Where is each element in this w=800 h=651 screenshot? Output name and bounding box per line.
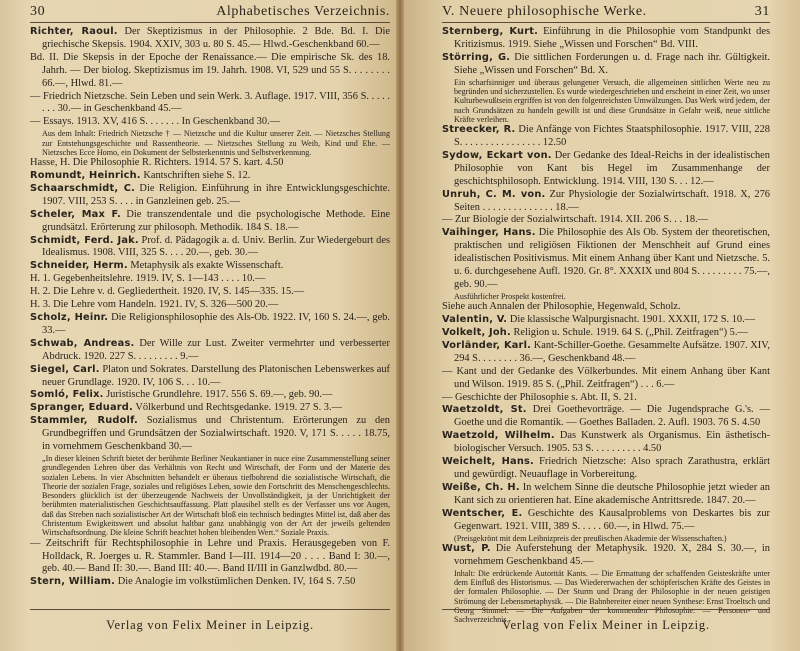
- entry-text: Sozialismus und Christentum. Erörterungen zu den Grundbegriffen und Grundsätzen der Sozialwirtschaft. 1920. V, 171 S. . . . . 18.75, in vornehmem Geschenkband 30.—: [42, 415, 390, 453]
- entry-text: H. 3. Die Lehre vom Handeln. 1921. IV, S. 326—500 20.—: [30, 299, 279, 311]
- entry-author: Vorländer, Karl.: [442, 339, 532, 351]
- entry-note: [442, 292, 770, 301]
- entry-author: Weiße, Ch. H.: [442, 481, 520, 493]
- entry-text: Platon und Sokrates. Darstellung des Platonischen Lebenswerkes auf neuer Grundlage. 1920. IV, 106 S. . . 10.—: [42, 363, 390, 388]
- entry-author: Siegel, Carl.: [30, 363, 100, 375]
- entry-text: Ein scharfsinniger und überaus gelungener Versuch, die allgemeinen sittlichen Werte neu zu begründen und sicherzustellen. Es wurde wiedergeschrieben und erscheint in einer Zeit, wo unser Kulturbewußtsein ergriffen ist von den folgenreichsten Umwälzungen. Das Werk wird jedem, der nach Grundsätzen zu handeln gewillt ist und diese Grundsätze in Gefahr weiß, neue sittliche Kräfte verleihen.: [454, 77, 770, 124]
- entry-text: Ausführlicher Prospekt kostenfrei.: [454, 291, 566, 301]
- bibliography-entry: [442, 430, 770, 456]
- entry-text: Die transzendentale und die psychologische Methode. Eine grundsätzl. Erörterung zur philosoph. Methodik. 184 S. 18.—: [42, 208, 390, 233]
- bibliography-entry: [30, 116, 390, 129]
- bibliography-entry: [30, 91, 390, 117]
- entry-author: Wentscher, E.: [442, 507, 523, 519]
- left-page-number: 30: [30, 4, 46, 19]
- entry-note: [30, 129, 390, 157]
- bibliography-entry: [30, 273, 390, 286]
- left-running-title: Alphabetisches Verzeichnis.: [216, 4, 390, 19]
- bibliography-entry: [30, 299, 390, 312]
- entry-author: Schmidt, Ferd. Jak.: [30, 234, 139, 246]
- entry-author: Schwab, Andreas.: [30, 337, 135, 349]
- bibliography-entry: [442, 508, 770, 534]
- entry-text: H. 1. Gegebenheitslehre. 1919. IV, S. 1—143 . . . . 10.—: [30, 273, 266, 285]
- entry-text: In welchem Sinne die deutsche Philosophie jetzt wieder an Kant sich zu orientieren hat. Eine akademische Antrittsrede. 1847. 20.—: [454, 481, 770, 506]
- bibliography-entry: [442, 392, 770, 405]
- entry-author: Richter, Raoul.: [30, 26, 118, 37]
- entry-note: [442, 78, 770, 124]
- bibliography-entry: [30, 389, 390, 402]
- bibliography-entry: [30, 183, 390, 209]
- entry-text: Drei Goethevorträge. — Die Jugendsprache G.'s. — Goethe und die Romantik. — Goethes Balladen. 2. Aufl. 1903. 76 S. 4.50: [454, 404, 770, 429]
- entry-author: Streecker, R.: [442, 124, 516, 136]
- entry-text: „In dieser kleinen Schrift bietet der berühmte Berliner Neukantianer in nuce eine Zusammenstellung seiner grundlegenden Lehren über das Verhältnis von Recht und Wirtschaft, der Form und der Materie des sozialen Lebens. In vier Abschnitten behandelt er überaus tiefbohrend die sozialistische Wirtschaft, die Theorie der sozialen Frage, soziales und religiöses Leben, sowie den Fortschritt des Menschengeschlechts. Besonders glücklich ist der überzeugende Nachweis der Unvollständigkeit, ja der Unrichtigkeit der berühmten materialistischen Geschichtsauffassung. Platt plausibel stellt es der Verfasser uns vor Augen, daß das Streben nach sozialistischer Art der Wirtschaft bloß ein technisch bedingtes Mittel ist, daß aber das Christentum Ewigkeitswert und absolut haltbar ganz unabhängig von der Art der jeweils geltenden Wirtschaftsordnung. Die kleine Schrift beachtet hohen bleibenden Wert.“ Soziale Praxis.: [42, 453, 390, 538]
- entry-text: Friedrich Nietzsche: Also sprach Zarathustra, erklärt und gewürdigt. Neuauflage in Vorbereitung.: [454, 456, 770, 480]
- book-gutter: [396, 0, 404, 651]
- bibliography-entry: [442, 26, 770, 52]
- right-page-number: 31: [754, 4, 770, 19]
- entry-text: Einführung in die Philosophie vom Standpunkt des Kritizismus. 1919. Siehe „Wissen und Forschen“ Bd. VIII.: [454, 26, 770, 50]
- bibliography-entry: [442, 456, 770, 482]
- entry-text: Die Analogie im volkstümlichen Denken. IV, 164 S. 7.50: [115, 576, 356, 588]
- left-page: [0, 0, 396, 651]
- bibliography-entry: [442, 340, 770, 366]
- entry-author: Waetzold, Wilhelm.: [442, 430, 555, 442]
- entry-text: Prof. d. Pädagogik a. d. Univ. Berlin. Zur Wiedergeburt des Idealismus. 1908. VIII, 325 S. . . . 20.—, geb. 30.—: [42, 234, 390, 259]
- bibliography-entry: [442, 543, 770, 569]
- entry-text: Juristische Grundlehre. 1917. 556 S. 69.—, geb. 90.—: [103, 389, 333, 401]
- entry-author: Störring, G.: [442, 51, 511, 63]
- entry-author: Somló, Felix.: [30, 389, 104, 401]
- entry-author: Valentin, V.: [442, 314, 508, 326]
- entry-text: Geschichte des Kausalproblems von Deskartes bis zur Gegenwart. 1921. VIII, 389 S. . . . . 60.—, in Hlwd. 75.—: [454, 507, 770, 532]
- right-page: [404, 0, 800, 651]
- entry-text: Die Religionsphilosophie des Als-Ob. 1922. IV, 160 S. 24.—, geb. 33.—: [42, 312, 390, 336]
- bibliography-entry: [442, 189, 770, 215]
- entry-author: Schaarschmidt, C.: [30, 182, 136, 194]
- entry-author: Scheler, Max F.: [30, 208, 121, 220]
- entry-text: Inhalt: Die erdrückende Autorität Kants. — Die Ermattung der schaffenden Geisteskräfte unter dem Einfluß des Historismus. — Das Wiedererwachen der schöpferischen Kräfte des Geistes in der formalen Philosophie. — Der Sturm und Drang der Philosophie in der neuen geistigen Strömung der Lebensmetaphysik. — Die Bahnbereiter einer neuen Synthese: Ernst Troeltsch und Georg Simmel. — Die Aufgaben der kommenden Philosophie. — Personen- und Sachverzeichnis.: [454, 568, 770, 625]
- entry-author: Stern, William.: [30, 576, 116, 588]
- bibliography-entry: [30, 364, 390, 390]
- bibliography-entry: [442, 124, 770, 150]
- bibliography-entry: [30, 286, 390, 299]
- entry-author: Waetzoldt, St.: [442, 404, 527, 416]
- entry-text: Der Wille zur Lust. Zweiter vermehrter und verbesserter Abdruck. 1920. 227 S. . . . . . . . . 9.—: [42, 337, 390, 362]
- bibliography-entry: [442, 301, 770, 314]
- bibliography-entry: [442, 404, 770, 430]
- entry-author: Vaihinger, Hans.: [442, 227, 536, 239]
- entry-text: — Zeitschrift für Rechtsphilosophie in Lehre und Praxis. Herausgegeben von F. Holldack, R. Joerges u. R. Stammler. Band I—III. 1914—20 . . . . Band I: 30.—, geb. 40.— Band II: 30.—. Band III: 40.—. Band II/III in Ganzlwdbd. 80.—: [30, 537, 390, 575]
- bibliography-entry: [30, 170, 390, 183]
- right-entry-list: [442, 26, 770, 624]
- bibliography-entry: [30, 52, 390, 91]
- entry-author: Schneider, Herm.: [30, 260, 128, 272]
- entry-text: Metaphysik als exakte Wissenschaft.: [127, 260, 284, 272]
- bibliography-entry: [442, 327, 770, 340]
- entry-text: — Essays. 1913. XV, 416 S. . . . . . . In Geschenkband 30.—: [30, 116, 281, 128]
- entry-author: Volkelt, Joh.: [442, 327, 511, 338]
- bibliography-entry: [30, 338, 390, 364]
- entry-text: Das Kunstwerk als Organismus. Ein ästhetisch-biologischer Versuch. 1905. 53 S. . . . . . . . . . 4.50: [454, 430, 770, 455]
- entry-text: Zur Physiologie der Sozialwirtschaft. 1918. X, 276 Seiten . . . . . . . . . . . . . . 18.—: [454, 188, 770, 213]
- bibliography-entry: [30, 415, 390, 454]
- bibliography-entry: [30, 235, 390, 261]
- entry-text: — Kant und der Gedanke des Völkerbundes. Mit einem Anhang über Kant und Wilson. 1919. 85 S. („Phil. Zeitfragen“) . . . 6.—: [442, 365, 770, 390]
- entry-text: Hasse, H. Die Philosophie R. Richters. 1914. 57 S. kart. 4.50: [30, 157, 284, 169]
- entry-text: Die Religion. Einführung in ihre Entwicklungsgeschichte. 1907. VIII, 253 S. . . . in Ganzleinen geb. 25.—: [42, 182, 390, 207]
- entry-text: Die Auferstehung der Metaphysik. 1920. X, 284 S. 30.—, in vornehmem Geschenkband 45.—: [454, 542, 770, 567]
- bibliography-entry: [30, 209, 390, 235]
- entry-text: Völkerbund und Rechtsgedanke. 1919. 27 S. 3.—: [132, 402, 342, 414]
- bibliography-entry: [30, 157, 390, 170]
- entry-text: Die sittlichen Forderungen u. d. Frage nach ihr. Gültigkeit. Siehe „Wissen und Forschen“ Bd. X.: [454, 51, 770, 76]
- entry-text: Kantschriften siehe S. 12.: [140, 170, 251, 182]
- bibliography-entry: [442, 52, 770, 78]
- entry-text: — Zur Biologie der Sozialwirtschaft. 1914. XII. 206 S. . . 18.—: [442, 214, 709, 226]
- entry-author: Sternberg, Kurt.: [442, 26, 539, 37]
- bibliography-entry: [30, 576, 390, 589]
- entry-text: Der Skeptizismus in der Philosophie. 2 Bde. Bd. I. Die griechische Skepsis. 1904. XXIV, 303 u. 80 S. 45.— Hlwd.-Geschenkband 60.—: [42, 26, 390, 50]
- bibliography-entry: [442, 150, 770, 189]
- entry-text: Die Anfänge von Fichtes Staatsphilosophie. 1917. VIII, 228 S. . . . . . . . . . . . . . . . 12.50: [454, 124, 770, 149]
- entry-text: (Preisgekrönt mit dem Leibnizpreis der preußischen Akademie der Wissenschaften.): [454, 533, 727, 543]
- entry-text: — Geschichte der Philosophie s. Abt. II, S. 21.: [442, 391, 637, 403]
- bibliography-entry: [442, 314, 770, 327]
- bibliography-entry: [30, 312, 390, 338]
- entry-text: Die klassische Walpurgisnacht. 1901. XXXII, 172 S. 10.—: [507, 314, 756, 326]
- left-footer: Verlag von Felix Meiner in Leipzig.: [30, 609, 390, 633]
- entry-text: Der Gedanke des Ideal-Reichs in der idealistischen Philosophie von Kant bis Hegel im Zusammenhange der geschichtsphilosoph. Entwicklung. 1914. VIII, 130 S. . . 12.—: [454, 149, 770, 187]
- left-entry-list: [30, 26, 390, 589]
- entry-author: Sydow, Eckart von.: [442, 149, 552, 161]
- bibliography-entry: [442, 366, 770, 392]
- bibliography-entry: [442, 227, 770, 292]
- entry-author: Stammler, Rudolf.: [30, 415, 138, 427]
- entry-text: Siehe auch Annalen der Philosophie, Hegenwald, Scholz.: [442, 301, 681, 313]
- entry-author: Spranger, Eduard.: [30, 402, 133, 414]
- right-running-title: V. Neuere philosophische Werke.: [442, 4, 647, 19]
- entry-note: [30, 454, 390, 538]
- entry-text: — Friedrich Nietzsche. Sein Leben und sein Werk. 3. Auflage. 1917. VIII, 356 S. . . . . . . . 30.— in Geschenkband 45.—: [30, 90, 390, 115]
- entry-author: Unruh, C. M. von.: [442, 188, 546, 200]
- entry-text: Aus dem Inhalt: Friedrich Nietzsche † — Nietzsche und die Kultur unserer Zeit. — Nietzsches Stellung zur Entstehungsgeschichte und Rassentheorie. — Nietzsches Stellung zu Weib, Kind und Ehe. — Nietzsches Ecce Homo, ein Dokument der Selbsterkenntnis und Selbstverkennung.: [42, 129, 390, 157]
- entry-author: Romundt, Heinrich.: [30, 170, 141, 182]
- entry-author: Scholz, Heinr.: [30, 312, 109, 324]
- entry-text: Bd. II. Die Skepsis in der Epoche der Renaissance.— Die empirische Sk. des 18. Jahrh. — Der biolog. Skeptizismus im 19. Jahrh. 1908. VI, 529 und 55 S. . . . . . . . 66.—, Hlwd. 81.—: [30, 51, 390, 89]
- bibliography-entry: [30, 26, 390, 52]
- bibliography-entry: [442, 214, 770, 227]
- bibliography-entry: [442, 482, 770, 508]
- entry-author: Weichelt, Hans.: [442, 456, 534, 468]
- entry-text: Die Philosophie des Als Ob. System der theoretischen, praktischen und religiösen Fiktionen der Menschheit auf Grund eines idealistischen Positivismus. Mit einem Anhang über Kant und Nietzsche. 5. u. 6. durchgesehene Aufl. 1920. Gr. 8°. XXXIX und 804 S. . . . . . . . . 75.—, geb. 90.—: [454, 227, 770, 290]
- bibliography-entry: [30, 402, 390, 415]
- entry-text: Religion u. Schule. 1919. 64 S. („Phil. Zeitfragen“) 5.—: [510, 327, 748, 338]
- right-running-head: [442, 4, 770, 23]
- bibliography-entry: [30, 260, 390, 273]
- entry-note: [442, 534, 770, 543]
- right-footer: Verlag von Felix Meiner in Leipzig.: [442, 609, 770, 633]
- bibliography-entry: [30, 538, 390, 577]
- entry-author: Wust, P.: [442, 542, 491, 554]
- entry-text: H. 2. Die Lehre v. d. Gegliedertheit. 1920. IV, S. 145—335. 15.—: [30, 286, 305, 298]
- left-running-head: [30, 4, 390, 23]
- entry-text: Kant-Schiller-Goethe. Gesammelte Aufsätze. 1907. XIV, 294 S. . . . . . . . 36.—, Geschenkband 48.—: [454, 339, 771, 364]
